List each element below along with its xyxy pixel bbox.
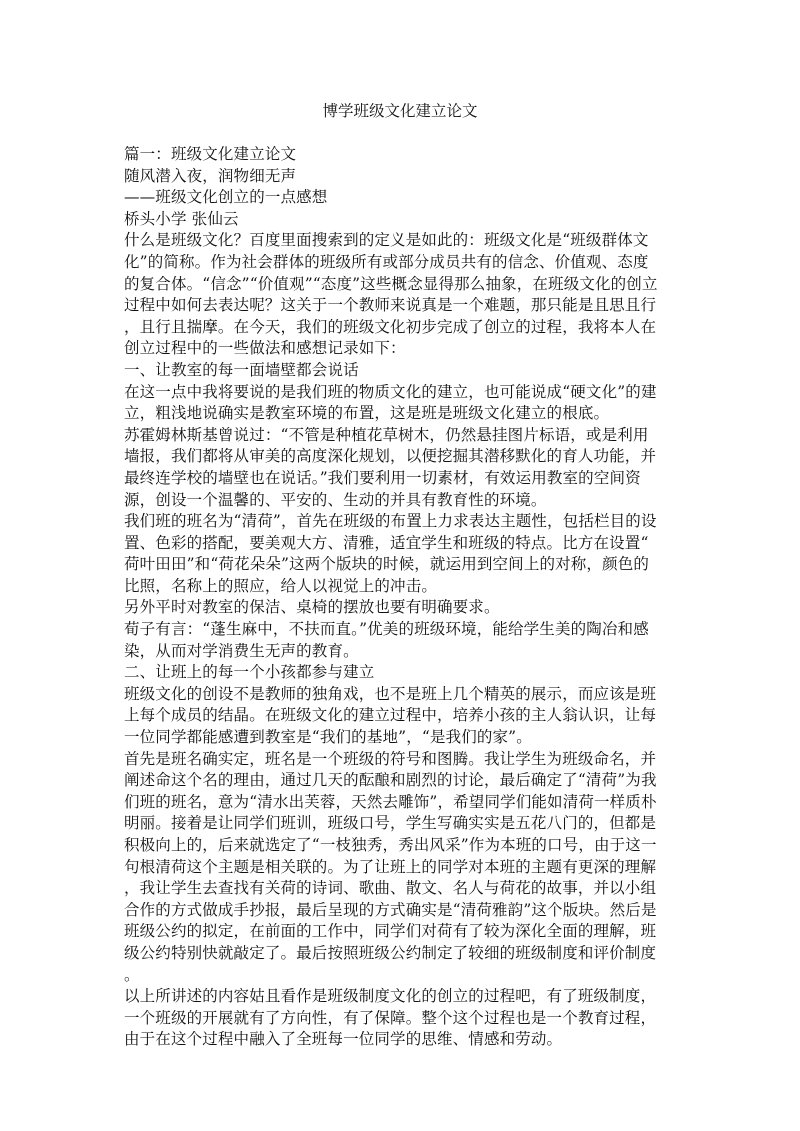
- body-line: 一个班级的开展就有了方向性，有了保障。整个这个过程也是一个教育过程，: [124, 1008, 657, 1027]
- document-title: 博学班级文化建立论文: [322, 102, 478, 120]
- body-line: 染，从而对学消费生无声的教育。: [124, 641, 359, 660]
- body-line: 积极向上的，后来就选定了“一枝独秀，秀出风采”作为本班的口号，由于这一: [124, 836, 657, 854]
- body-line: 上每个成员的结晶。在班级文化的建立过程中，培养小孩的主人翁认识，让每: [124, 706, 657, 725]
- body-line: 比照，名称上的照应，给人以视觉上的冲击。: [124, 576, 438, 595]
- body-line: 以上所讲述的内容姑且看作是班级制度文化的创立的过程吧，有了班级制度，: [124, 987, 657, 1006]
- body-line: 过程中如何去表达呢？这关于一个教师来说真是一个难题，那只能是且思且行: [124, 296, 657, 315]
- body-line: 我们班的班名为“清荷”，首先在班级的布置上力求表达主题性，包括栏目的设: [124, 512, 657, 531]
- body-line: 另外平时对教室的保洁、桌椅的摆放也要有明确要求。: [124, 598, 500, 617]
- body-line: ，我让学生去查找有关荷的诗词、歌曲、散文、名人与荷花的故事，并以小组: [124, 879, 657, 898]
- body-line: 创立过程中的一些做法和感想记录如下：: [124, 339, 406, 358]
- body-line: 置、色彩的搭配，要美观大方、清雅，适宜学生和班级的特点。比方在设置“: [124, 533, 649, 552]
- body-line: 明丽。接着是让同学们班训，班级口号，学生写确实实是五花八门的，但都是: [124, 814, 657, 833]
- body-line: 班级公约的拟定，在前面的工作中，同学们对荷有了较为深化全面的理解，班: [124, 922, 657, 941]
- body-line: 桥头小学 张仙云: [124, 209, 239, 228]
- body-line: 化”的简称。作为社会群体的班级所有或部分成员共有的信念、价值观、态度: [124, 252, 649, 271]
- body-line: 们班的班名，意为“清水出芙蓉，天然去雕饰”，希望同学们能如清荷一样质朴: [124, 792, 657, 811]
- body-line: 苏霍姆林斯基曾说过：“不管是种植花草树木，仍然悬挂图片标语，或是利用: [124, 425, 649, 444]
- body-line: 源，创设一个温馨的、平安的、生动的并具有教育性的环境。: [124, 490, 547, 509]
- body-line: 在这一点中我将要说的是我们班的物质文化的建立，也可能说成“硬文化”的建: [124, 382, 657, 401]
- body-line: 一、让教室的每一面墙壁都会说话: [124, 360, 359, 379]
- body-line: 随风潜入夜，润物细无声: [124, 166, 297, 185]
- body-line: ，且行且揣摩。在今天，我们的班级文化初步完成了创立的过程，我将本人在: [124, 317, 657, 336]
- body-line: 荷叶田田”和“荷花朵朵”这两个版块的时候，就运用到空间上的对称，颜色的: [124, 555, 650, 574]
- body-line: 的复合体。“信念”“价值观”“态度”这些概念显得那么抽象，在班级文化的创立: [124, 274, 658, 293]
- body-line: 墙报，我们都将从审美的高度深化规划，以便挖掘其潜移默化的育人功能，并: [124, 447, 657, 466]
- body-line: 。: [124, 965, 140, 984]
- body-line: ——班级文化创立的一点感想: [124, 188, 328, 207]
- body-line: 由于在这个过程中融入了全班每一位同学的思维、情感和劳动。: [124, 1030, 563, 1049]
- body-line: 级公约特别快就敲定了。最后按照班级公约制定了较细的班级制度和评价制度: [124, 943, 657, 962]
- body-line: 立，粗浅地说确实是教室环境的布置，这是班是班级文化建立的根底。: [124, 404, 610, 423]
- body-line: 首先是班名确实定，班名是一个班级的符号和图腾。我让学生为班级命名，并: [124, 749, 657, 768]
- body-line: 班级文化的创设不是教师的独角戏，也不是班上几个精英的展示，而应该是班: [124, 684, 657, 703]
- body-line: 二、让班上的每一个小孩都参与建立: [124, 663, 375, 682]
- body-line: 篇一：班级文化建立论文: [124, 145, 297, 163]
- body-line: 什么是班级文化？百度里面搜索到的定义是如此的：班级文化是“班级群体文: [124, 231, 649, 250]
- body-line: 一位同学都能感遭到教室是“我们的基地”，“是我们的家”。: [124, 728, 532, 747]
- body-line: 合作的方式做成手抄报，最后呈现的方式确实是“清荷雅韵”这个版块。然后是: [124, 900, 657, 919]
- document-body: [124, 144, 684, 1051]
- body-line: 最终连学校的墙壁也在说话。”我们要利用一切素材，有效运用教室的空间资: [124, 468, 641, 487]
- body-line: 句根清荷这个主题是相关联的。为了让班上的同学对本班的主题有更深的理解: [124, 857, 657, 876]
- body-line: 荀子有言：“蓬生麻中，不扶而直。”优美的班级环境，能给学生美的陶冶和感: [124, 620, 649, 639]
- body-line: 阐述命这个名的理由，通过几天的酝酿和剧烈的讨论，最后确定了“清荷”为我: [124, 771, 657, 790]
